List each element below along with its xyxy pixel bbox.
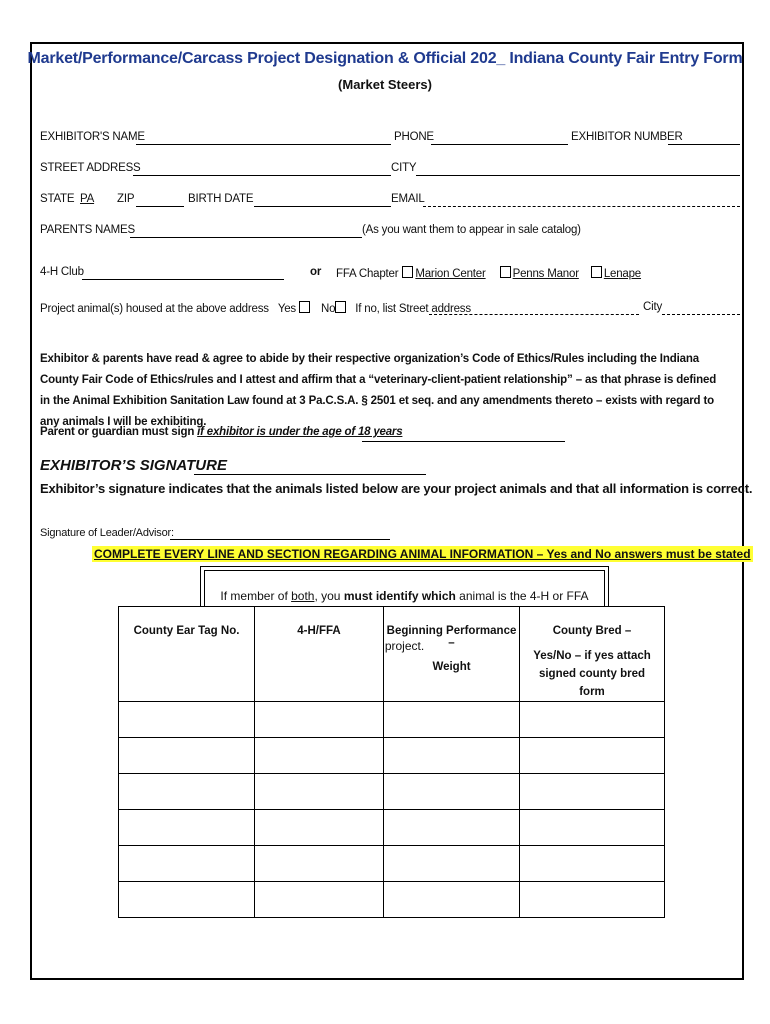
cell-ear-tag[interactable] <box>119 846 255 882</box>
cell-ear-tag[interactable] <box>119 810 255 846</box>
cell-county-bred[interactable] <box>520 846 665 882</box>
city-label: CITY <box>391 162 417 174</box>
cell-weight[interactable] <box>384 846 520 882</box>
form-title: Market/Performance/Carcass Project Designation & Official 202_ Indiana County Fair Entry Form <box>27 50 743 67</box>
cell-county-bred[interactable] <box>520 810 665 846</box>
col-4h-ffa <box>255 607 384 702</box>
exhibitor-number-field[interactable] <box>668 144 740 145</box>
birth-date-field[interactable] <box>254 206 391 207</box>
lenape-label: Lenape <box>603 268 642 280</box>
form-subtitle: (Market Steers) <box>338 77 432 92</box>
col-performance <box>384 607 520 702</box>
table-row <box>119 846 665 882</box>
ffa-chapter-group <box>336 266 641 280</box>
cell-ear-tag[interactable] <box>119 702 255 738</box>
leader-signature-field[interactable] <box>170 539 390 540</box>
parents-names-note: (As you want them to appear in sale catalog) <box>362 224 581 236</box>
col-ear-tag <box>119 607 255 702</box>
cell-ear-tag[interactable] <box>119 882 255 918</box>
marion-center-checkbox[interactable] <box>402 266 413 278</box>
signature-description: Exhibitor’s signature indicates that the animals listed below are your project animals and that all information is correct. <box>40 481 753 496</box>
cell-ear-tag[interactable] <box>119 738 255 774</box>
club-label: 4-H Club <box>40 266 84 278</box>
state-label: STATE <box>40 193 75 205</box>
cell-weight[interactable] <box>384 882 520 918</box>
table-row <box>119 738 665 774</box>
or-label: or <box>310 266 322 278</box>
table-row <box>119 702 665 738</box>
ffa-chapter-label: FFA Chapter <box>336 268 399 280</box>
street-address-field[interactable] <box>133 175 391 176</box>
guardian-label: Parent or guardian must sign <box>40 426 195 438</box>
cell-county-bred[interactable] <box>520 738 665 774</box>
no-label: No <box>320 303 336 315</box>
cell-county-bred[interactable] <box>520 702 665 738</box>
guardian-condition: if exhibitor is under the age of 18 years <box>197 426 403 438</box>
cell-county-bred[interactable] <box>520 774 665 810</box>
guardian-signature-field[interactable] <box>362 441 565 442</box>
phone-field[interactable] <box>431 144 568 145</box>
cell-4h-ffa[interactable] <box>255 846 384 882</box>
yes-label: Yes <box>277 303 296 315</box>
agreement-text: Exhibitor & parents have read & agree to abide by their respective organization’s Code of Ethics/Rules including the Indiana County Fair Code of Ethics/rules and I attest and affirm that a “veterinary-client-patient relationship” – as that phrase is defined in the Animal Exhibition Sanitation Law found at 3 Pa.C.S.A. § 2501 et seq. and any amendments thereto – exists with regard to any animals I will be exhibiting. <box>40 353 717 428</box>
housed-question: Project animal(s) housed at the above address <box>40 303 269 315</box>
city-field[interactable] <box>416 175 740 176</box>
email-field[interactable] <box>423 206 740 207</box>
note-must: must identify which <box>343 589 456 603</box>
animal-table <box>118 606 665 918</box>
cell-4h-ffa[interactable] <box>255 702 384 738</box>
notice-text: COMPLETE EVERY LINE AND SECTION REGARDING ANIMAL INFORMATION – Yes and No answers must be stated <box>94 547 751 561</box>
col-4h-ffa-label: 4-H/FFA <box>297 625 341 637</box>
alt-city-field[interactable] <box>662 314 740 315</box>
if-no-label: If no, list Street address <box>355 303 471 315</box>
state-value[interactable]: PA <box>80 193 95 205</box>
cell-4h-ffa[interactable] <box>255 882 384 918</box>
zip-field[interactable] <box>136 206 184 207</box>
email-label: EMAIL <box>391 193 425 205</box>
col-weight-label: Weight <box>432 661 471 673</box>
cell-weight[interactable] <box>384 810 520 846</box>
cell-4h-ffa[interactable] <box>255 738 384 774</box>
col-county-bred-label: County Bred – <box>552 625 632 637</box>
col-county-bred <box>520 607 665 702</box>
note-both: both <box>291 589 315 603</box>
parents-names-label: PARENTS NAMES <box>40 224 135 236</box>
cell-4h-ffa[interactable] <box>255 810 384 846</box>
note-part1: If member of <box>220 589 292 603</box>
lenape-checkbox[interactable] <box>591 266 602 278</box>
exhibitor-signature-label: EXHIBITOR’S SIGNATURE <box>40 457 227 474</box>
exhibitor-name-label: EXHIBITOR'S NAME <box>40 131 145 143</box>
cell-weight[interactable] <box>384 774 520 810</box>
cell-ear-tag[interactable] <box>119 774 255 810</box>
notice-banner <box>92 545 753 563</box>
exhibitor-number-label: EXHIBITOR NUMBER <box>571 131 683 143</box>
birth-date-label: BIRTH DATE <box>188 193 254 205</box>
alt-address-field[interactable] <box>429 314 639 315</box>
no-checkbox[interactable] <box>335 301 346 313</box>
leader-signature-label: Signature of Leader/Advisor: <box>40 527 174 539</box>
penns-manor-label: Penns Manor <box>512 268 579 280</box>
col-performance-label: Beginning Performance – <box>386 625 517 649</box>
marion-center-label: Marion Center <box>415 268 486 280</box>
street-address-label: STREET ADDRESS <box>40 162 141 174</box>
table-header-row <box>119 607 665 702</box>
col-ear-tag-label: County Ear Tag No. <box>133 625 240 637</box>
zip-label: ZIP <box>117 193 135 205</box>
cell-weight[interactable] <box>384 738 520 774</box>
club-field[interactable] <box>82 279 284 280</box>
cell-county-bred[interactable] <box>520 882 665 918</box>
col-county-bred-note: Yes/No – if yes attach signed county bred form <box>533 650 651 698</box>
guardian-group <box>40 426 402 438</box>
parents-names-field[interactable] <box>130 237 362 238</box>
city2-label: City <box>643 301 663 313</box>
exhibitor-name-field[interactable] <box>136 144 391 145</box>
table-row <box>119 774 665 810</box>
note-part2: , you <box>314 589 344 603</box>
phone-label: PHONE <box>394 131 434 143</box>
note-part3: animal is the 4-H or FFA project. <box>384 589 589 653</box>
cell-4h-ffa[interactable] <box>255 774 384 810</box>
table-row <box>119 882 665 918</box>
yes-checkbox[interactable] <box>299 301 310 313</box>
penns-manor-checkbox[interactable] <box>500 266 511 278</box>
housed-group <box>40 301 471 315</box>
exhibitor-signature-field[interactable] <box>194 474 426 475</box>
table-row <box>119 810 665 846</box>
cell-weight[interactable] <box>384 702 520 738</box>
